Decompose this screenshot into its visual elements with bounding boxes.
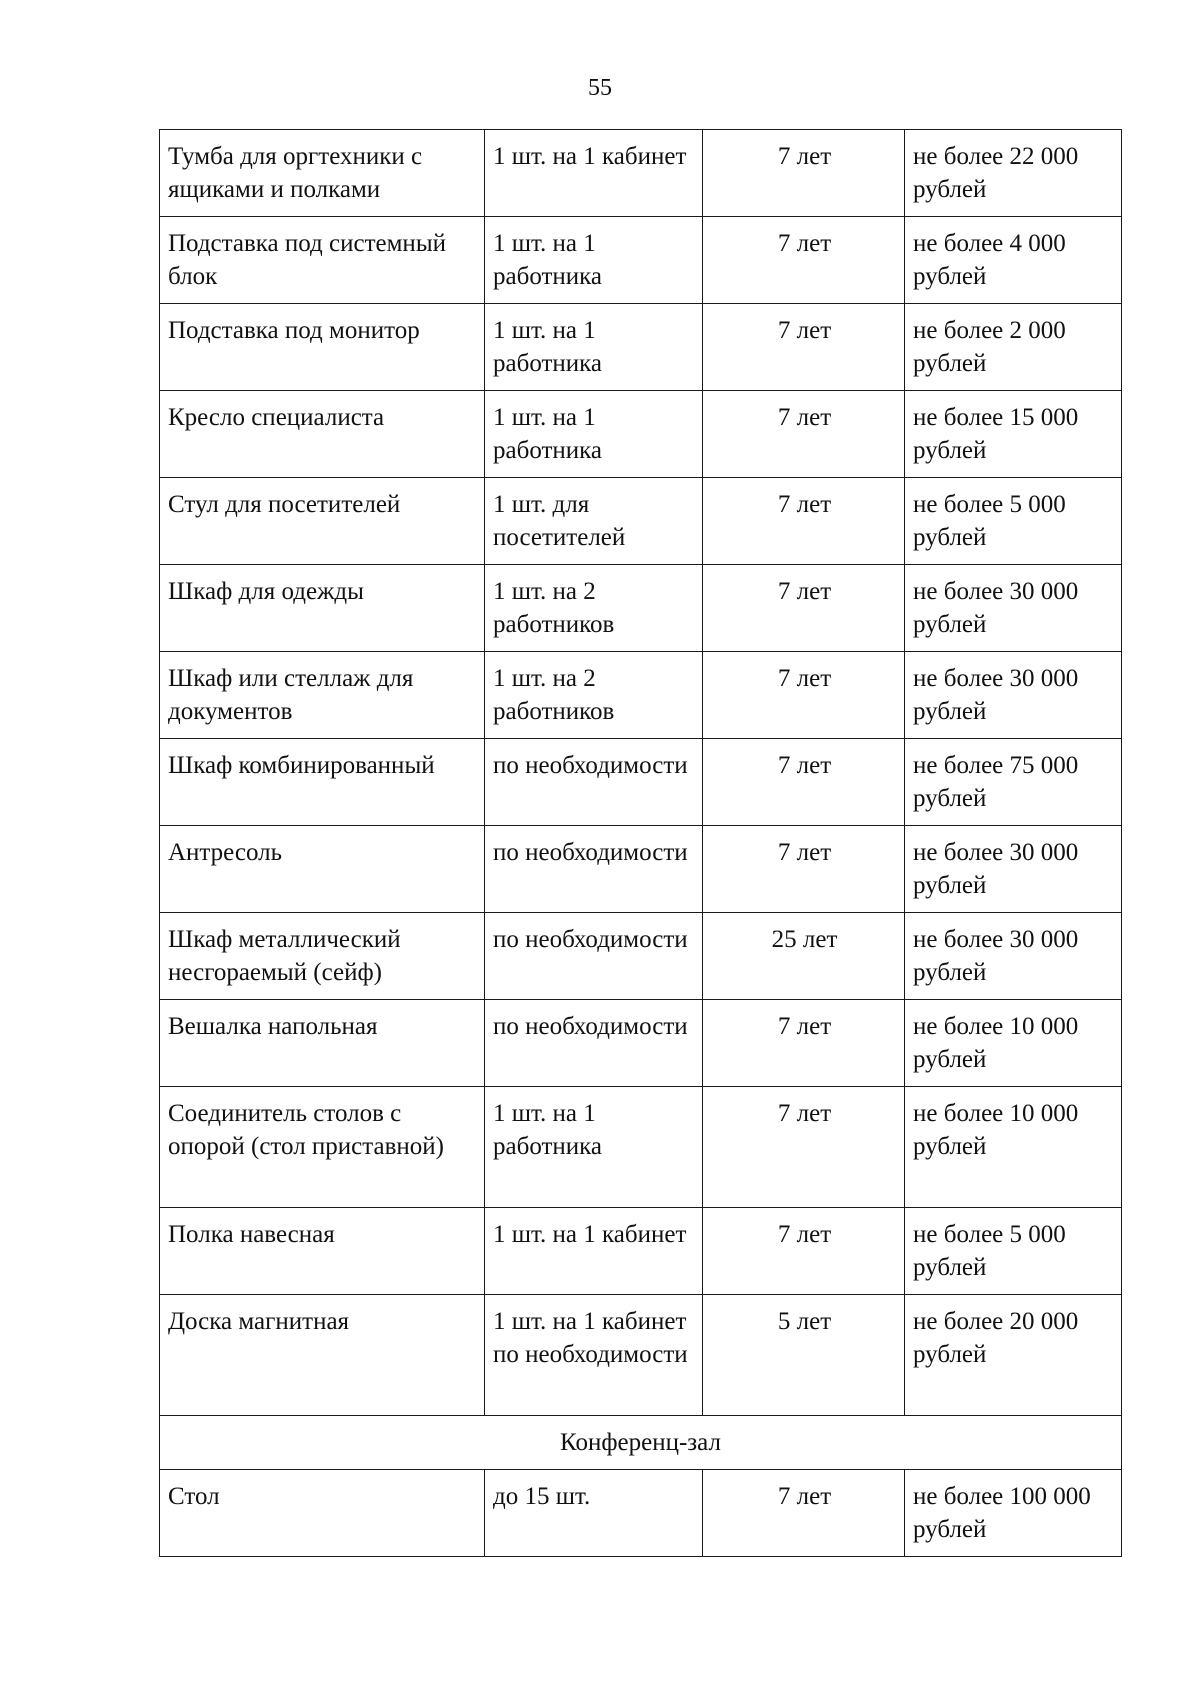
table-row bbox=[160, 304, 1122, 391]
item-name-cell: Стол bbox=[160, 1470, 485, 1557]
quantity-cell: 1 шт. на 2 работников bbox=[485, 652, 703, 739]
quantity-cell: по необходимости bbox=[485, 1000, 703, 1087]
item-name-cell: Кресло специалиста bbox=[160, 391, 485, 478]
price-cell: не более 22 000 рублей bbox=[905, 130, 1122, 217]
price-cell: не более 4 000 рублей bbox=[905, 217, 1122, 304]
quantity-cell: 1 шт. на 1 кабинет bbox=[485, 130, 703, 217]
quantity-cell: 1 шт. на 1 кабинет по необходимости bbox=[485, 1295, 703, 1416]
service-term-cell: 7 лет bbox=[703, 1470, 905, 1557]
item-name-cell: Подставка под системный блок bbox=[160, 217, 485, 304]
price-cell: не более 10 000 рублей bbox=[905, 1087, 1122, 1208]
item-name-cell: Подставка под монитор bbox=[160, 304, 485, 391]
quantity-cell: 1 шт. на 1 работника bbox=[485, 304, 703, 391]
quantity-cell: по необходимости bbox=[485, 826, 703, 913]
quantity-cell: 1 шт. на 1 работника bbox=[485, 217, 703, 304]
table-row bbox=[160, 130, 1122, 217]
item-name-cell: Полка навесная bbox=[160, 1208, 485, 1295]
quantity-cell: 1 шт. на 1 кабинет bbox=[485, 1208, 703, 1295]
item-name-cell: Стул для посетителей bbox=[160, 478, 485, 565]
table-row bbox=[160, 1208, 1122, 1295]
table-row bbox=[160, 652, 1122, 739]
service-term-cell: 25 лет bbox=[703, 913, 905, 1000]
quantity-cell: 1 шт. на 1 работника bbox=[485, 1087, 703, 1208]
table-row bbox=[160, 739, 1122, 826]
table-row bbox=[160, 391, 1122, 478]
service-term-cell: 7 лет bbox=[703, 478, 905, 565]
item-name-cell: Шкаф комбинированный bbox=[160, 739, 485, 826]
quantity-cell: 1 шт. на 1 работника bbox=[485, 391, 703, 478]
table-row bbox=[160, 1470, 1122, 1557]
item-name-cell: Антресоль bbox=[160, 826, 485, 913]
item-name-cell: Доска магнитная bbox=[160, 1295, 485, 1416]
item-name-cell: Соединитель столов с опорой (стол приставной) bbox=[160, 1087, 485, 1208]
table-row bbox=[160, 1295, 1122, 1416]
price-cell: не более 15 000 рублей bbox=[905, 391, 1122, 478]
table-row bbox=[160, 478, 1122, 565]
price-cell: не более 30 000 рублей bbox=[905, 913, 1122, 1000]
service-term-cell: 7 лет bbox=[703, 304, 905, 391]
price-cell: не более 5 000 рублей bbox=[905, 1208, 1122, 1295]
item-name-cell: Шкаф или стеллаж для документов bbox=[160, 652, 485, 739]
quantity-cell: по необходимости bbox=[485, 913, 703, 1000]
service-term-cell: 7 лет bbox=[703, 1000, 905, 1087]
service-term-cell: 7 лет bbox=[703, 391, 905, 478]
service-term-cell: 7 лет bbox=[703, 826, 905, 913]
section-title: Конференц-зал bbox=[160, 1416, 1122, 1470]
price-cell: не более 30 000 рублей bbox=[905, 565, 1122, 652]
item-name-cell: Шкаф для одежды bbox=[160, 565, 485, 652]
item-name-cell: Шкаф металлический несгораемый (сейф) bbox=[160, 913, 485, 1000]
service-term-cell: 7 лет bbox=[703, 652, 905, 739]
table-row bbox=[160, 217, 1122, 304]
price-cell: не более 75 000 рублей bbox=[905, 739, 1122, 826]
table-row bbox=[160, 1087, 1122, 1208]
section-header-row bbox=[160, 1416, 1122, 1470]
price-cell: не более 2 000 рублей bbox=[905, 304, 1122, 391]
service-term-cell: 7 лет bbox=[703, 130, 905, 217]
price-cell: не более 30 000 рублей bbox=[905, 652, 1122, 739]
table-row bbox=[160, 913, 1122, 1000]
service-term-cell: 7 лет bbox=[703, 565, 905, 652]
price-cell: не более 20 000 рублей bbox=[905, 1295, 1122, 1416]
page-number: 55 bbox=[588, 75, 612, 101]
table-row bbox=[160, 1000, 1122, 1087]
price-cell: не более 5 000 рублей bbox=[905, 478, 1122, 565]
item-name-cell: Тумба для оргтехники с ящиками и полками bbox=[160, 130, 485, 217]
service-term-cell: 7 лет bbox=[703, 1087, 905, 1208]
item-name-cell: Вешалка напольная bbox=[160, 1000, 485, 1087]
quantity-cell: 1 шт. на 2 работников bbox=[485, 565, 703, 652]
quantity-cell: 1 шт. для посетителей bbox=[485, 478, 703, 565]
quantity-cell: до 15 шт. bbox=[485, 1470, 703, 1557]
service-term-cell: 7 лет bbox=[703, 217, 905, 304]
service-term-cell: 7 лет bbox=[703, 739, 905, 826]
price-cell: не более 100 000 рублей bbox=[905, 1470, 1122, 1557]
table-row bbox=[160, 565, 1122, 652]
quantity-cell: по необходимости bbox=[485, 739, 703, 826]
table-row bbox=[160, 826, 1122, 913]
price-cell: не более 10 000 рублей bbox=[905, 1000, 1122, 1087]
service-term-cell: 7 лет bbox=[703, 1208, 905, 1295]
price-cell: не более 30 000 рублей bbox=[905, 826, 1122, 913]
norms-table bbox=[159, 129, 1122, 1557]
service-term-cell: 5 лет bbox=[703, 1295, 905, 1416]
